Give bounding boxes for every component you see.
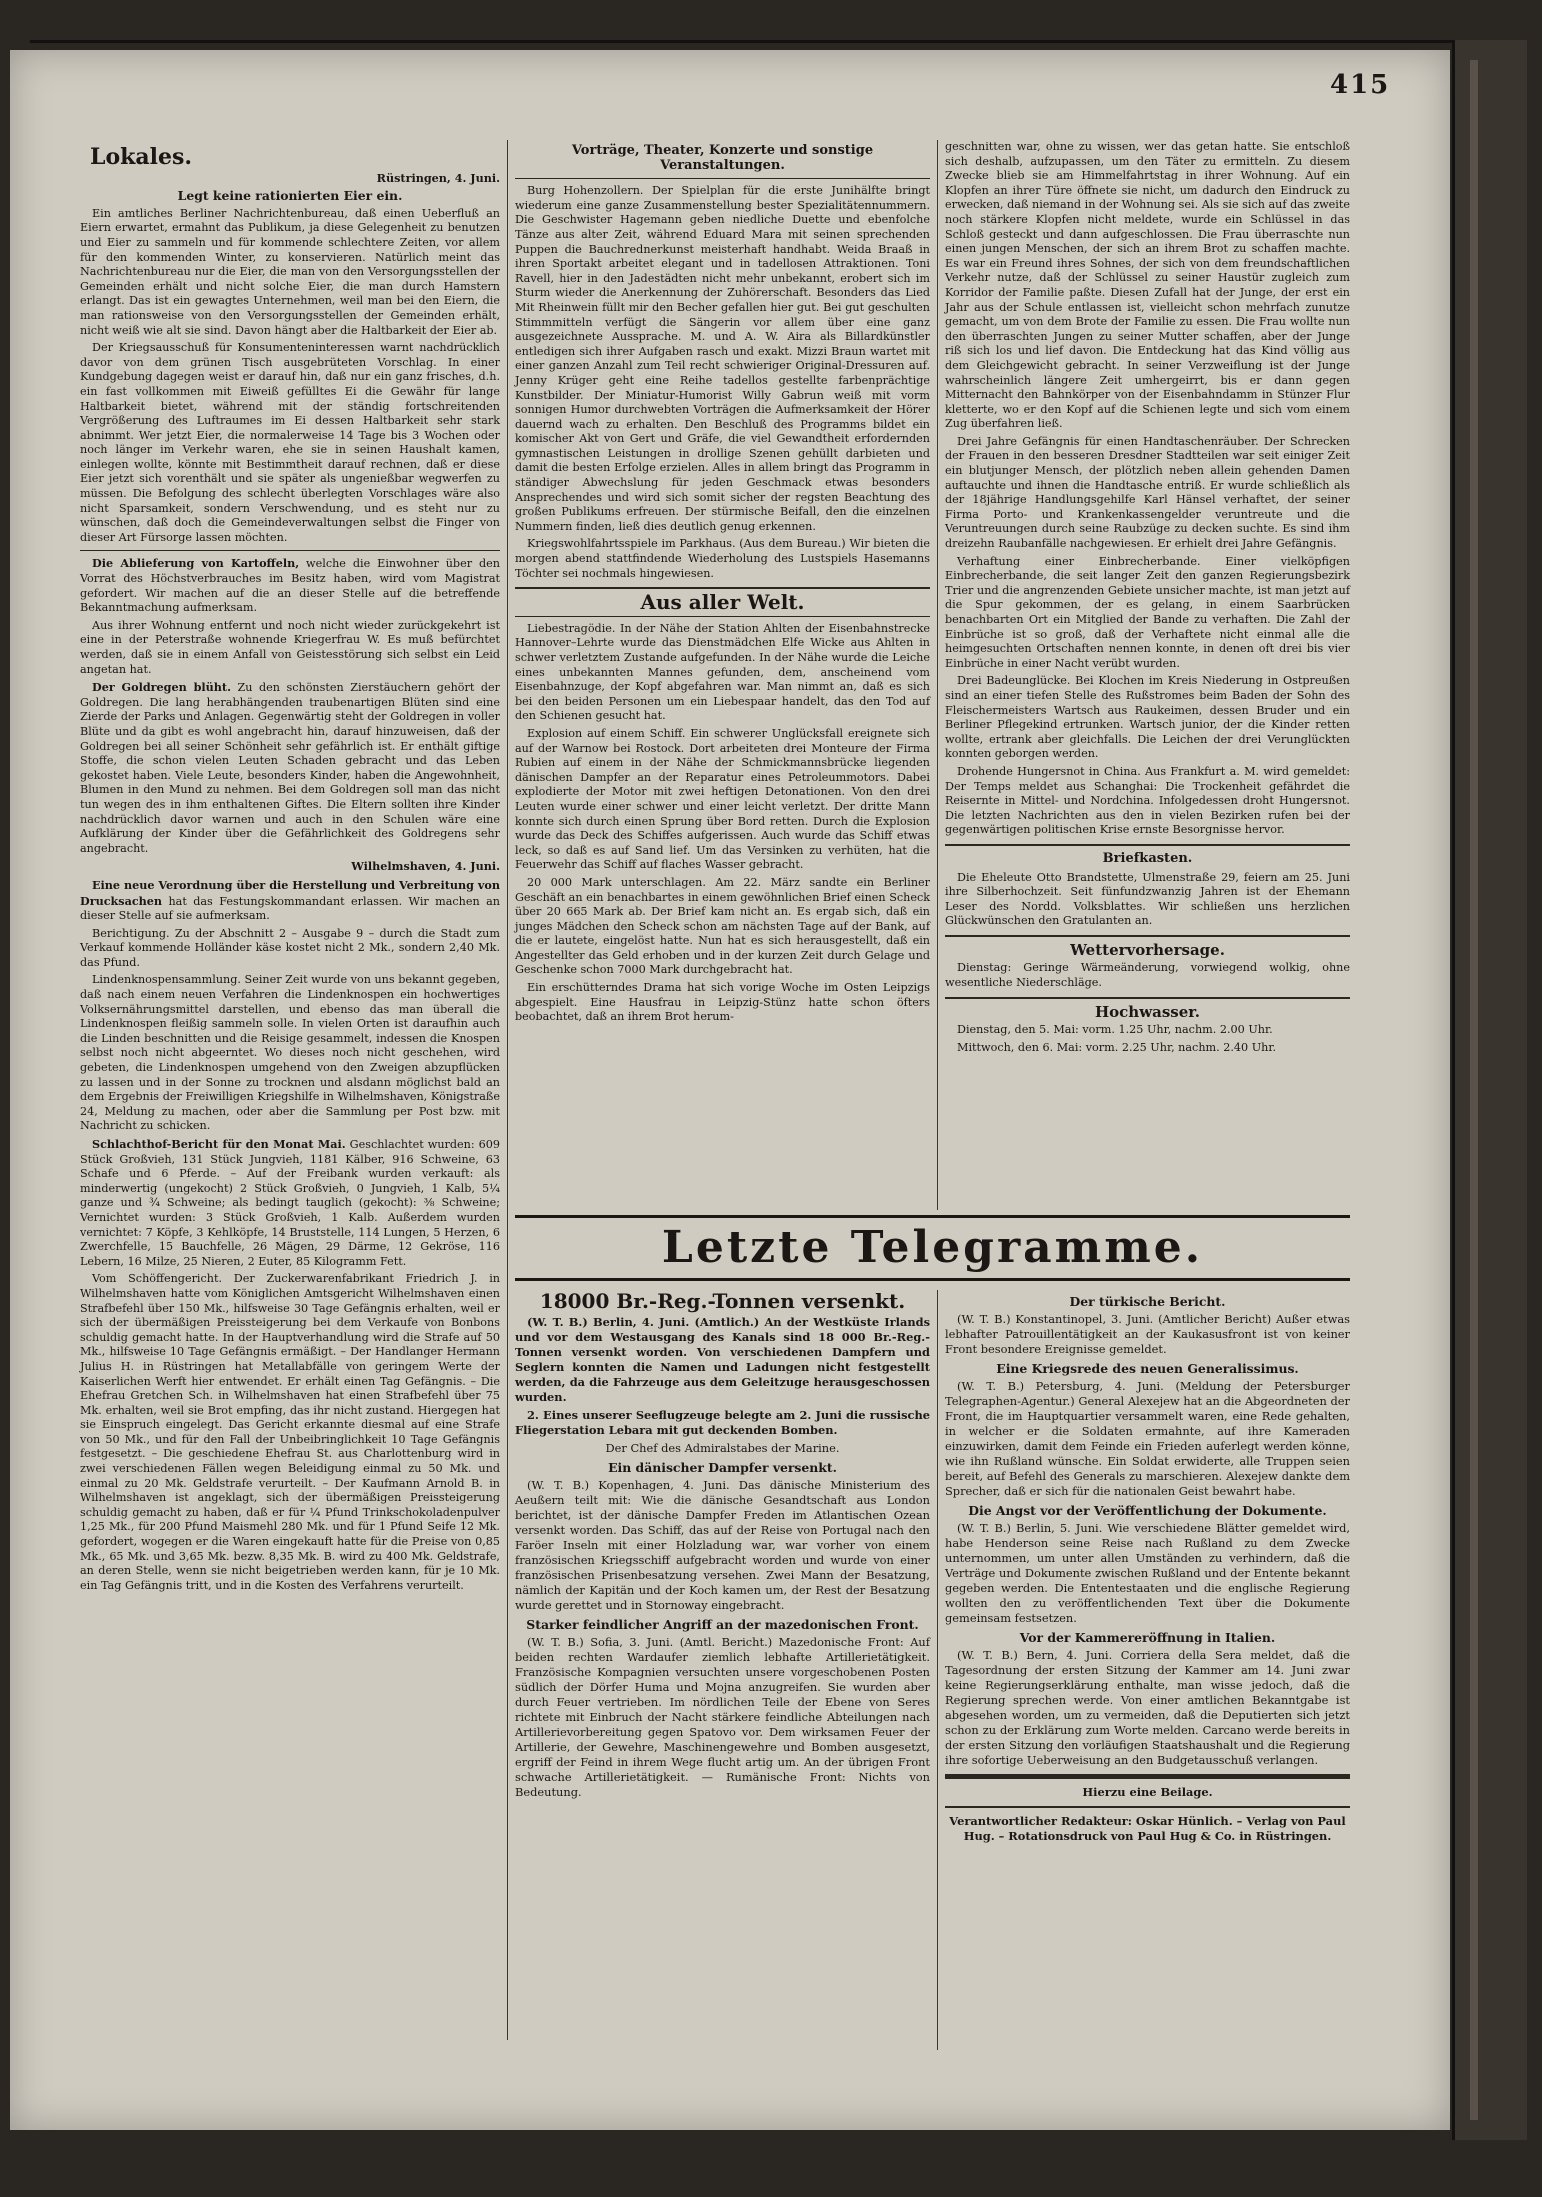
telegram-heading-kriegsrede: Eine Kriegsrede des neuen Generalissimus.: [996, 1361, 1299, 1376]
divider: [945, 935, 1350, 937]
article-paragraph: 20 000 Mark unterschlagen. Am 22. März sandte ein Berliner Geschäft an ein benachbartes in einem gewöhnlichen Brief einen Scheck über 20 665 Mark ab. Der Brief kam nicht an. Es ergab sich, daß ein junges Mädchen den Scheck schon am nächsten Tage auf der Bank, auf die er lautete, eingelöst hatte. Nun hat es sich herausgestellt, daß ein Angestellter das Geld erhoben und in der kurzen Zeit durch Gelage und Geschenke schon 7000 Mark durchgebracht hat.: [515, 875, 930, 977]
article-paragraph: Drei Jahre Gefängnis für einen Handtaschenräuber. Der Schrecken der Frauen in den besseren Dresdner Stadtteilen war seit einiger Zeit ein blutjunger Mensch, der plötzlich neben allein gehenden Damen auftauchte und ihnen die Handtasche entriß. Er wurde schließlich als der 18jährige Handlungsgehilfe Karl Hänsel verhaftet, der seiner Firma Porto- und Krankenkassengelder veruntreute und die Veruntreuungen durch seine Raubzüge zu decken suchte. Es sind ihm dreizehn Raubanfälle nachgewiesen. Er erhielt drei Jahre Gefängnis.: [945, 434, 1350, 551]
telegram-heading-mazedonische-front: Starker feindlicher Angriff an der mazedonischen Front.: [526, 1617, 919, 1632]
telegram-heading-daenischer-dampfer: Ein dänischer Dampfer versenkt.: [608, 1460, 837, 1475]
telegram-paragraph: (W. T. B.) Kopenhagen, 4. Juni. Das dänische Ministerium des Aeußern teilt mit: Wie die dänische Gesandtschaft aus London berichtet, ist der dänische Dampfer Freden im Atlantischen Ozean versenkt worden. Das Schiff, das auf der Reise von Portugal nach den Faröer Inseln mit einer Holzladung war, war vorher von einem französischen Kriegsschiff aufgebracht worden und wurde von einer französischen Prisenbesatzung versehen. Zwei Mann der Besatzung, nämlich der Kapitän und der Koch kamen um, der Rest der Besatzung wurde gerettet und in Stornoway eingebracht.: [515, 1478, 930, 1612]
telegram-heading-dokumente: Die Angst vor der Veröffentlichung der Dokumente.: [968, 1503, 1327, 1518]
divider: [945, 1806, 1350, 1808]
telegram-paragraph: (W. T. B.) Bern, 4. Juni. Corriera della Sera meldet, daß die Tagesordnung der ersten Sitzung der Kammer am 14. Juni zwar keine Regierungserklärung enthalte, man wisse jedoch, daß die Regierung sprechen werde. Von einer amtlichen Bekanntgabe ist abgesehen worden, um zu vermeiden, daß die Deputierten sich jetzt schon zu der Erklärung zum Worte melden. Carcano werde bereits in der ersten Sitzung den vorläufigen Staatshaushalt und die Regierung ihre sofortige Ueberweisung an den Budgetausschuß verlangen.: [945, 1648, 1350, 1767]
column-divider-3: [937, 1290, 938, 2050]
article-paragraph: Aus ihrer Wohnung entfernt und noch nicht wieder zurückgekehrt ist eine in der Peterstraße wohnende Kriegerfrau W. Es muß befürchtet werden, daß sie in einem Anfall von Geistesstörung sich selbst ein Leid angetan hat.: [80, 618, 500, 676]
article-lead-goldregen: Der Goldregen blüht.: [92, 680, 231, 695]
article-paragraph: Die Eheleute Otto Brandstette, Ulmenstraße 29, feiern am 25. Juni ihre Silberhochzeit. Seit fünfundzwanzig Jahren ist der Ehemann Leser des Nordd. Volksblattes. Wir schließen uns herzlichen Glückwünschen den Gratulanten an.: [945, 870, 1350, 928]
article-paragraph: Ein amtliches Berliner Nachrichtenbureau, daß einen Ueberfluß an Eiern erwartet, ermahnt das Publikum, ja diese Gelegenheit zu benutzen und Eier zu sammeln und für kommende schlechtere Zeiten, vor allem für den kommenden Winter, zu konservieren. Natürlich meint das Nachrichtenbureau nur die Eier, die man von den Versorgungsstellen der Gemeinden erhält und nicht solche Eier, die man durch Hamstern erlangt. Das ist ein gewagtes Unternehmen, weil man bei den Eiern, die man rationsweise von den Versorgungsstellen der Gemeinden erhält, nicht weiß wie alt sie sind. Davon hängt aber die Haltbarkeit der Eier ab.: [80, 206, 500, 337]
telegram-paragraph: (W. T. B.) Konstantinopel, 3. Juni. (Amtlicher Bericht) Außer etwas lebhafter Patrouillentätigkeit an der Kaukasusfront ist von keiner Front besondere Ereignisse gemeldet.: [945, 1312, 1350, 1356]
section-heading-veranstaltungen: Vorträge, Theater, Konzerte und sonstige Veranstaltungen.: [571, 143, 874, 173]
article-text: Geschlachtet wurden: 609 Stück Großvieh, 131 Stück Jungvieh, 1181 Kälber, 916 Schweine, 63 Schafe und 6 Pferde. – Auf der Freibank wurden verkauft: als minderwertig (ungekocht) 2 Stück Großvieh, 0 Jungvieh, 1 Kalb, 5¼ ganze und ¾ Schweine; als bedingt tauglich (gekocht): ⅜ Schweine; Vernichtet wurden: 3 Stück Großvieh, 1 Kalb. Außerdem wurden vernichtet: 7 Köpfe, 3 Kehlköpfe, 14 Bruststelle, 114 Lungen, 5 Herzen, 6 Zwerchfelle, 15 Bauchfelle, 26 Mägen, 29 Därme, 12 Gekröse, 116 Lebern, 16 Milze, 25 Nieren, 2 Euter, 85 Kilogramm Fett.: [80, 1138, 501, 1268]
article-paragraph: Verhaftung einer Einbrecherbande. Einer vielköpfigen Einbrecherbande, die seit langer Zeit den ganzen Regierungsbezirk Trier und die angrenzenden Gebiete unsicher machte, ist man jetzt auf die Spur gekommen, der es gelang, in einem Saarbrücken benachbarten Ort ein Mitglied der Bande zu verhaften. Die Zahl der Einbrüche ist so groß, daß der Verhaftete nicht einmal alle die heimgesuchten Ortschaften nennen konnte, in denen oft drei bis vier Einbrüche in einer Nacht verübt wurden.: [945, 554, 1350, 670]
article-paragraph: Lindenknospensammlung. Seiner Zeit wurde von uns bekannt gegeben, daß nach einem neuen Verfahren die Lindenknospen ein hochwertiges Volksernährungsmittel darstellen, und ebenso das man überall die Lindenknospen fleißig sammeln solle. In vielen Orten ist daraufhin auch die Linden beschnitten und die Reisige gesammelt, indessen die Knospen selbst noch nicht abgeerntet. Wo dieses noch nicht geschehen, wird gebeten, die Lindenknospen umgehend von den Zweigen abzupflücken zu lassen und in der Sonne zu trocknen und alsdann möglichst bald an dem Ergebnis der Freiwilligen Kriegshilfe in Wilhelmshaven, Königstraße 24, Meldung zu machen, oder aber die Sammlung per Post bzw. mit Nachricht zu schicken.: [80, 973, 500, 1133]
column-continued-news: [945, 140, 1350, 1058]
dateline-wilhelmshaven: Wilhelmshaven, 4. Juni.: [351, 859, 500, 874]
article-paragraph: Ein erschütterndes Drama hat sich vorige Woche im Osten Leipzigs abgespielt. Eine Hausfrau in Leipzig-Stünz hatte schon öfters beobachtet, daß an ihrem Brot herum-: [515, 981, 930, 1024]
divider: [80, 550, 500, 551]
article-paragraph: Burg Hohenzollern. Der Spielplan für die erste Junihälfte bringt wiederum eine ganze Zusammenstellung bester Spezialitätennummern. Die Geschwister Hagemann geben niedliche Duette und ebenfolche Tänze aus alter Zeit, während Eduard Mara mit seinen sprechenden Puppen die Bauchrednerkunst meisterhaft handhabt. Weida Braaß in ihren Sportakt arbeitet elegant und in tadellosen Attraktionen. Toni Ravell, hier in den Jadestädten nicht mehr unbekannt, erobert sich im Sturm wieder die Anerkennung der Zuhörerschaft. Besonders das Lied Mit Rheinwein füllt mir den Becher gefallen hier gut. Bei gut geschulten Stimmmitteln verfügt die Sängerin vor allem über eine ganz ausgezeichnete Aussprache. M. und A. W. Aira als Billardkünstler entledigen sich ihrer Aufgaben rasch und exakt. Mizzi Braun wartet mit einer ganzen Anzahl zum Teil recht schwieriger Original-Dressuren auf. Jenny Krüger geht eine Reihe tadellos gestellte farbenprächtige Kunstbilder. Der Miniatur-Humorist Willy Gabrun weiß mit vorm sonnigen Humor durchwebten Vorträgen die Aufmerksamkeit der Hörer dauernd wach zu erhalten. Den Beschluß des Programms bildet ein komischer Akt von Gert und Gräfe, die viel Gewandtheit erfordernden gymnastischen Leistungen in drollige Szenen gehüllt darbieten und damit die besten Erfolge erzielen. Alles in allem bringt das Programm in ständiger Abwechslung für jeden Geschmack etwas besonders Ansprechendes und wird sich somit sicher der regsten Beachtung des großen Publikums erfreuen. Der stürmische Beifall, den die einzelnen Nummern finden, ließ dies deutlich genug erkennen.: [515, 184, 930, 533]
divider: [515, 178, 930, 179]
divider: [945, 997, 1350, 999]
telegram-heading-kammereroeffnung: Vor der Kammereröffnung in Italien.: [1019, 1630, 1276, 1645]
tide-line-2: Mittwoch, den 6. Mai: vorm. 2.25 Uhr, nachm. 2.40 Uhr.: [957, 1040, 1277, 1054]
section-heading-lokales: Lokales.: [90, 144, 193, 170]
article-paragraph: Drei Badeunglücke. Bei Klochen im Kreis Niederung in Ostpreußen sind an einer tiefen Stelle des Rußstromes beim Baden der Sohn des Fleischermeisters Wartsch aus Raukeimen, dessen Bruder und ein Berliner Pflegekind ertrunken. Wartsch junior, der die Kinder retten wollte, ertrank aber gleichfalls. Die Leichen der drei Verunglückten konnten geborgen werden.: [945, 674, 1350, 761]
divider: [945, 1774, 1350, 1779]
column-divider-1: [507, 140, 508, 2040]
supplement-note: Hierzu eine Beilage.: [1082, 1785, 1213, 1799]
book-page-edge-band: [1470, 60, 1478, 2120]
section-heading-hochwasser: Hochwasser.: [1094, 1002, 1201, 1021]
article-text: hat das Festungskommandant erlassen. Wir machen an dieser Stelle auf sie aufmerksam.: [80, 894, 500, 923]
article-lead-kartoffeln: Die Ablieferung von Kartoffeln,: [92, 556, 300, 571]
article-paragraph: Vom Schöffengericht. Der Zuckerwarenfabrikant Friedrich J. in Wilhelmshaven hatte vom Königlichen Amtsgericht Wilhelmshaven einen Strafbefehl über 150 Mk., hilfsweise 30 Tage Gefängnis erhalten, weil er sich der übermäßigen Preissteigerung bei dem Verkaufe von Bonbons schuldig gemacht hatte. In der Hauptverhandlung wird die Strafe auf 50 Mk., hilfsweise 10 Tage Gefängnis ermäßigt. – Der Handlanger Hermann Julius H. in Rüstringen hat Metallabfälle von geringem Werte der Kaiserlichen Werft hier entwendet. Er erhält einen Tag Gefängnis. – Die Ehefrau Gretchen Sch. in Wilhelmshaven hat einen Strafbefehl über 75 Mk. erhalten, weil sie Brot empfing, das ihr nicht zustand. Hiergegen hat sie Einspruch eingelegt. Das Gericht erkannte diesmal auf eine Strafe von 50 Mk., und für den Fall der Unbeibringlichkeit 10 Tage Gefängnis festgesetzt. – Die geschiedene Ehefrau St. aus Charlottenburg wird in zwei verschiedenen Fällen wegen Beleidigung einmal zu 50 Mk. und einmal zu 20 Mk. Geldstrafe verurteilt. – Der Kaufmann Arnold B. in Wilhelmshaven ist angeklagt, sich der übermäßigen Preissteigerung schuldig gemacht zu haben, daß er für ¼ Pfund Trinkschokoladenpulver 1,25 Mk., für 200 Pfund Maismehl 280 Mk. und für 1 Pfund Seife 12 Mk. gefordert, wogegen er die Waren eingekauft hatte für die Preise von 0,85 Mk., 65 Mk. und 3,65 Mk. bezw. 8,35 Mk. B. wird zu 400 Mk. Geldstrafe, an deren Stelle, wenn sie nicht beigetrieben werden kann, für je 10 Mk. ein Tag Gefängnis tritt, und in die Kosten des Verfahrens verurteilt.: [80, 1272, 500, 1592]
imprint: Verantwortlicher Redakteur: Oskar Hünlich. – Verlag von Paul Hug. – Rotationsdruck von Paul Hug & Co. in Rüstringen.: [949, 1814, 1346, 1843]
article-paragraph: Der Kriegsausschuß für Konsumenteninteressen warnt nachdrücklich davor von dem grünen Tisch ausgebrüteten Vorschlag. In einer Kundgebung dagegen weist er darauf hin, daß nur ein ganz frisches, d.h. ein fast vollkommen mit Eiweiß gefülltes Ei die Gewähr für lange Haltbarkeit bietet, während mit der ständig fortschreitenden Vergrößerung des Luftraumes im Ei dessen Haltbarkeit sehr stark abnimmt. Wer jetzt Eier, die normalerweise 14 Tage bis 3 Wochen oder noch länger im Verkehr waren, ehe sie in seinen Haushalt kamen, einlegen wollte, könnte mit Bestimmtheit darauf rechnen, daß er diese Eier jetzt sich vorenthält und sie später als ungenießbar wegwerfen zu müssen. Die Befolgung des schlecht überlegten Vorschlages wäre also nicht Sparsamkeit, sondern Verschwendung, und es steht nur zu wünschen, daß doch die Gemeindeverwaltungen selbst die Finger von dieser Art Fürsorge lassen möchten.: [80, 341, 500, 544]
article-lead-schlachthof: Schlachthof-Bericht für den Monat Mai.: [92, 1137, 346, 1151]
telegrams-title: Letzte Telegramme.: [515, 1215, 1350, 1281]
article-lead-verordnung: Eine neue Verordnung über die Herstellung und Verbreitung von Drucksachen: [80, 877, 500, 908]
article-heading-eier: Legt keine rationierten Eier ein.: [177, 188, 403, 204]
article-paragraph: Explosion auf einem Schiff. Ein schwerer Unglücksfall ereignete sich auf der Warnow bei Rostock. Dort arbeiteten drei Monteure der Firma Rubien auf einem in der Nähe der Schmickmannsbrücke liegenden dänischen Dampfer an der Reparatur eines Petroleummotors. Dabei explodierte der Motor mit zwei heftigen Detonationen. Von den drei Leuten wurde einer schwer und einer leicht verletzt. Der dritte Mann konnte sich durch einen Sprung über Bord retten. Durch die Explosion wurde das Deck des Schiffes aufgerissen. Auch wurde das Schiff etwas leck, so daß es auf Sand lief. Um das Versinken zu verhüten, hat die Feuerwehr das Schiff auf flaches Wasser gebracht.: [515, 726, 930, 872]
article-paragraph: geschnitten war, ohne zu wissen, wer das getan hatte. Sie entschloß sich deshalb, aufzupassen, um den Täter zu ermitteln. Zu diesem Zwecke blieb sie am Himmelfahrtstag in ihrer Wohnung. Auf ein Klopfen an ihrer Türe öffnete sie nicht, um dadurch den Eindruck zu erwecken, daß niemand in der Wohnung sei. Als sie sich auf das zweite noch stärkere Klopfen nicht meldete, wurde ein Schlüssel in das Schloß gesteckt und dann aufgeschlossen. Die Frau überraschte nun einen jungen Menschen, der sich an ihrem Brot zu schaffen machte. Es war ein Freund ihres Sohnes, der sich von dem freundschaftlichen Verkehr nutze, daß der Schlüssel zu seiner Haustür zugleich zum Korridor der Familie paßte. Diesen Zufall hat der Junge, der erst ein Jahr aus der Schule entlassen ist, vielleicht schon mehrfach zunutze gemacht, um von dem Brote der Familie zu essen. Die Frau wollte nun den überraschten Jungen zu seiner Mutter schaffen, aber der Junge riß sich los und lief davon. Die Entdeckung hat das Kind völlig aus dem Gleichgewicht gebracht. In seiner Verzweiflung ist der Junge wahrscheinlich längere Zeit umhergeirrt, bis er dann gegen Mitternacht den Bahnkörper von der Eisenbahndamm in Stünzer Flur kletterte, wo er den Kopf auf die Schienen legte und sich vom einem Zug überfahren ließ.: [945, 140, 1350, 431]
telegram-heading-tonnen: 18000 Br.-Reg.-Tonnen versenkt.: [539, 1289, 906, 1313]
dateline-ruestringen: Rüstringen, 4. Juni.: [376, 170, 500, 185]
column-local-news: [80, 140, 500, 1596]
divider: [945, 844, 1350, 846]
telegrams-column-right: [945, 1290, 1350, 1847]
column-events: [515, 140, 930, 1028]
telegram-paragraph: (W. T. B.) Berlin, 4. Juni. (Amtlich.) An der Westküste Irlands und vor dem Westausgang des Kanals sind 18 000 Br.-Reg.-Tonnen versenkt worden. Von verschiedenen Dampfern und Seglern konnten die Namen und Ladungen nicht festgestellt werden, da die Fahrzeuge aus dem Geleitzuge herausgeschossen wurden.: [515, 1315, 930, 1404]
article-paragraph: Berichtigung. Zu der Abschnitt 2 – Ausgabe 9 – durch die Stadt zum Verkauf kommende Holländer käse kostet nicht 2 Mk., sondern 2,40 Mk. das Pfund.: [80, 926, 500, 969]
article-text: welche die Einwohner über den Vorrat des Höchstverbrauches im Besitz haben, wird vom Magistrat gefordert. Wir machen auf die an dieser Stelle auf die betreffende Bekanntmachung aufmerksam.: [80, 557, 500, 615]
telegram-heading-tuerkischer-bericht: Der türkische Bericht.: [1069, 1294, 1226, 1309]
section-heading-briefkasten: Briefkasten.: [1102, 850, 1193, 866]
binding-top-rule: [30, 40, 1510, 43]
column-divider-2: [937, 140, 938, 1210]
book-page-edge: [1452, 40, 1527, 2140]
section-heading-aus-aller-welt: Aus aller Welt.: [640, 590, 805, 615]
section-heading-wettervorhersage: Wettervorhersage.: [1070, 940, 1225, 959]
telegram-signature: Der Chef des Admiralstabes der Marine.: [605, 1441, 840, 1455]
article-paragraph: Drohende Hungersnot in China. Aus Frankfurt a. M. wird gemeldet: Der Temps meldet aus Schanghai: Die Trockenheit gefährdet die Reisernte in Mittel- und Nordchina. Infolgedessen droht Hungersnot. Die letzten Nachrichten aus den in vielen Bezirken rufen bei der gegenwärtigen politischen Krise ernste Besorgnisse hervor.: [945, 764, 1350, 837]
telegrams-column-left: [515, 1290, 930, 1803]
article-text: Zu den schönsten Zierstäuchern gehört der Goldregen. Die lang herabhängenden traubenartigen Blüten sind eine Zierde der Parks und Anlagen. Gegenwärtig steht der Goldregen in voller Blüte und da gibt es wohl angebracht hin, darauf hinzuweisen, daß der Goldregen bei all seiner Schönheit sehr gefährlich ist. Er enthält giftige Stoffe, die schon vielen Leuten Schaden gebracht und das Leben gekostet haben. Viele Leute, besonders Kinder, haben die Angewohnheit, Blumen in den Mund zu nehmen. Bei dem Goldregen soll man das nicht tun wegen des in ihm enthaltenen Giftes. Die Eltern sollten ihre Kinder nachdrücklich davor warnen und auch in den Schulen wäre eine Aufklärung der Kinder über die Gefährlichkeit des Goldregens sehr angebracht.: [80, 681, 500, 855]
telegram-paragraph: (W. T. B.) Berlin, 5. Juni. Wie verschiedene Blätter gemeldet wird, habe Henderson seine Reise nach Rußland zu dem Zwecke unternommen, um unter allen Umständen zu verhindern, daß die Verträge und Dokumente zwischen Rußland und der Entente bekannt gegeben werden. Die Ententestaaten und die englische Regierung wollten den zu veröffentlichenden Text über die Dokumente gemeinsam festsetzen.: [945, 1521, 1350, 1625]
article-paragraph: Kriegswohlfahrtsspiele im Parkhaus. (Aus dem Bureau.) Wir bieten die morgen abend stattfindende Wiederholung des Lustspiels Hasemanns Töchter sei nochmals hingewiesen.: [515, 537, 930, 580]
page-number: 415: [1330, 70, 1391, 100]
weather-forecast-text: Dienstag: Geringe Wärmeänderung, vorwiegend wolkig, ohne wesentliche Niederschläge.: [945, 961, 1350, 990]
tide-line-1: Dienstag, den 5. Mai: vorm. 1.25 Uhr, nachm. 2.00 Uhr.: [957, 1023, 1273, 1037]
telegram-paragraph: (W. T. B.) Petersburg, 4. Juni. (Meldung der Petersburger Telegraphen-Agentur.) General Alexejew hat an die Abgeordneten der Front, die im Hauptquartier versammelt waren, eine Rede gehalten, in welcher er die Soldaten ermahnte, auf ihre Kameraden einzuwirken, damit dem Feinde ein Frieden auferlegt werden könne, wie ihn Rußland wünsche. Ein Soldat erwiderte, alle Truppen seien bereit, auf Befehl des Generals zu marschieren. Alexejew dankte dem Sprecher, daß er sich für die nationalen Geist bewahrt habe.: [945, 1379, 1350, 1498]
divider: [515, 616, 930, 617]
divider: [515, 587, 930, 589]
article-paragraph: Liebestragödie. In der Nähe der Station Ahlten der Eisenbahnstrecke Hannover–Lehrte wurde das Dienstmädchen Elfe Wicke aus Ahlten in schwer verletztem Zustande aufgefunden. In der Nähe wurde die Leiche eines unbekannten Mannes gefunden, dem, anscheinend vom Eisenbahnzuge, der Kopf abgefahren war. Man nimmt an, daß es sich bei den beiden Personen um ein Liebespaar handelt, das den Tod auf den Schienen gesucht hat.: [515, 621, 930, 723]
telegrams-banner: [515, 1215, 1350, 1281]
telegram-paragraph: (W. T. B.) Sofia, 3. Juni. (Amtl. Bericht.) Mazedonische Front: Auf beiden rechten Wardaufer ziemlich lebhafte Artillerietätigkeit. Französische Kompagnien versuchten unsere vorgeschobenen Posten südlich der Dörfer Huma und Mojna anzugreifen. Sie wurden aber durch Feuer vertrieben. Im nördlichen Teile der Ebene von Seres richtete mit Einbruch der Nacht stärkere feindliche Abteilungen nach Artillerievorbereitung gegen Spatovo vor. Dem wirksamen Feuer der Artillerie, der Gewehre, Maschinengewehre und Bomben ausgesetzt, ergriff der Feind in ihrem Wege flucht artig um. An der übrigen Front schwache Artillerietätigkeit. — Rumänische Front: Nichts von Bedeutung.: [515, 1635, 930, 1799]
telegram-paragraph: 2. Eines unserer Seeflugzeuge belegte am 2. Juni die russische Fliegerstation Lebara mit gut deckenden Bomben.: [515, 1408, 930, 1437]
